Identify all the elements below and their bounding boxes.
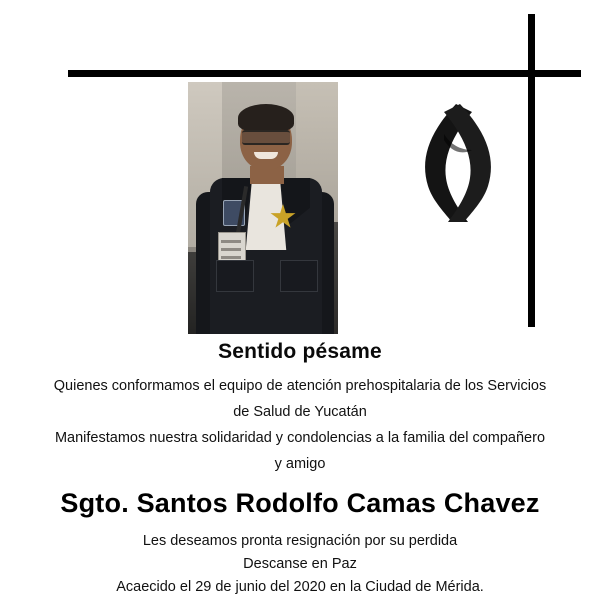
eyeglasses-icon bbox=[242, 130, 290, 145]
message-line-3: Manifestamos nuestra solidaridad y condolencias a la familia del compañero bbox=[54, 430, 546, 446]
message-line-1: Quienes conformamos el equipo de atención prehospitalaria de los Servicios bbox=[53, 378, 547, 394]
closing-line-3: Acaecido el 29 de junio del 2020 en la Ciudad de Mérida. bbox=[116, 579, 484, 595]
uniform-pocket-right bbox=[280, 260, 318, 292]
closing-line-1: Les deseamos pronta resignación por su perdida bbox=[142, 533, 458, 549]
portrait-photo bbox=[188, 82, 338, 334]
cross-horizontal-bar bbox=[68, 70, 581, 77]
figure-hair bbox=[238, 104, 294, 132]
id-card-line bbox=[221, 240, 241, 243]
cross-vertical-bar bbox=[528, 14, 535, 327]
figure-smile bbox=[254, 152, 278, 159]
uniform-pocket-left bbox=[216, 260, 254, 292]
page-title: Sentido pésame bbox=[218, 340, 382, 363]
id-card-line bbox=[221, 256, 241, 259]
message-line-2: de Salud de Yucatán bbox=[233, 404, 367, 420]
memorial-text-block bbox=[0, 340, 600, 600]
mourning-ribbon-icon bbox=[398, 100, 518, 230]
message-line-4: y amigo bbox=[274, 456, 326, 472]
deceased-name: Sgto. Santos Rodolfo Camas Chavez bbox=[60, 488, 540, 518]
closing-line-2: Descanse en Paz bbox=[243, 556, 357, 572]
id-card-line bbox=[221, 248, 241, 251]
